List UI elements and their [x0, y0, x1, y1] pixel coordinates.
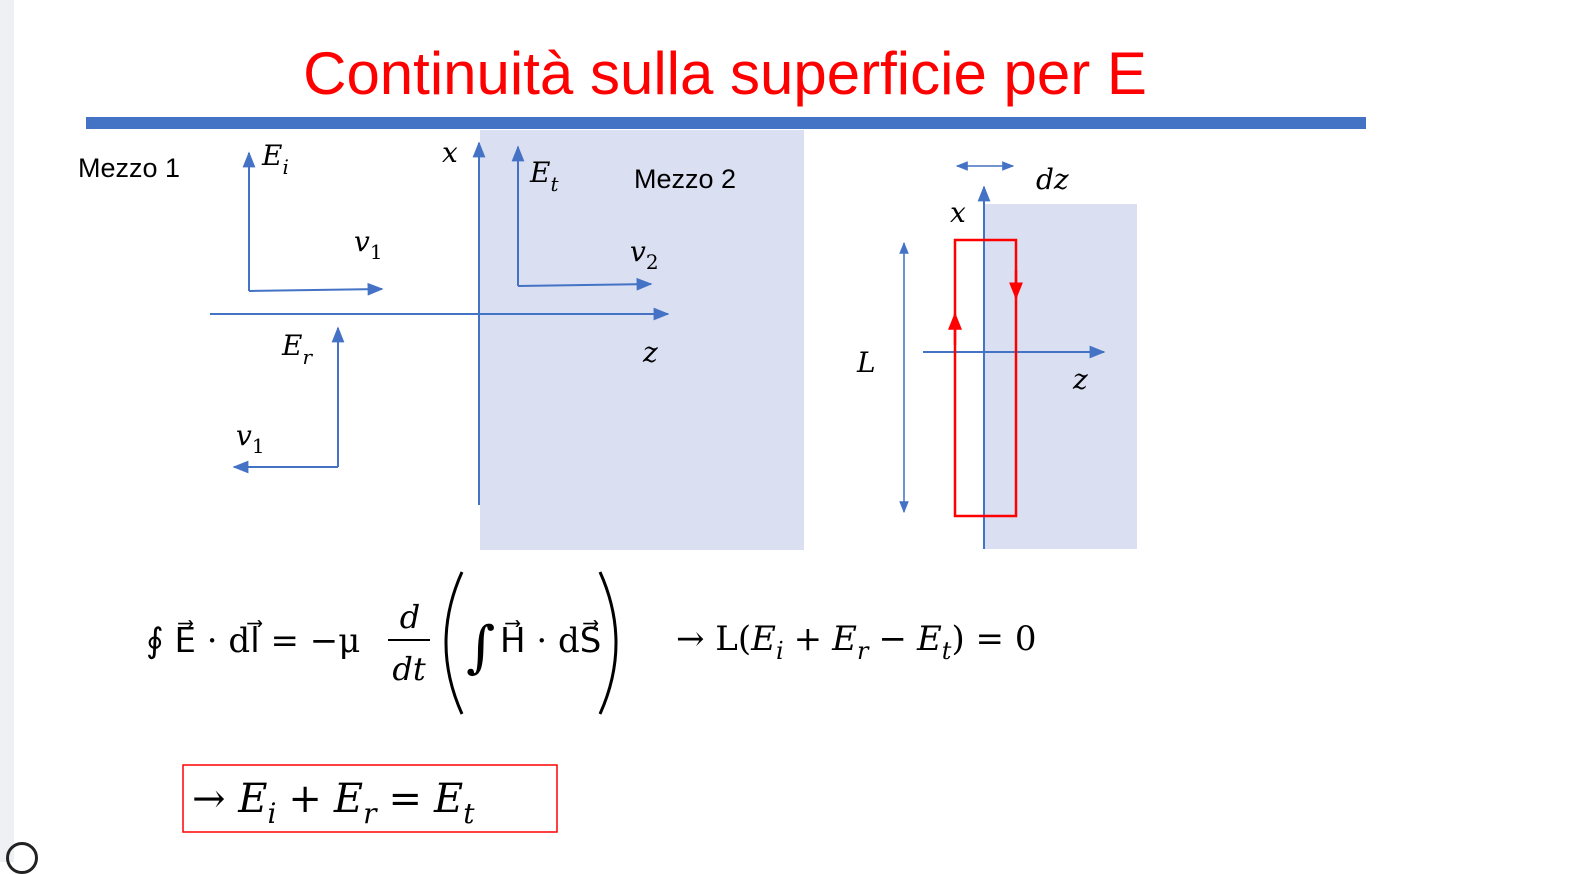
incident-field-label: $E_i$: [262, 139, 289, 179]
right-x-label: x: [950, 196, 966, 229]
reflected-velocity-label: $v_1$: [236, 419, 265, 458]
big-left-paren: [446, 572, 462, 714]
medium1-label: Mezzo 1: [78, 153, 181, 183]
length-label: L: [857, 346, 876, 379]
dz-label: dz: [1036, 163, 1069, 196]
big-right-paren: [600, 572, 616, 714]
left-x-label: x: [442, 136, 458, 169]
slide-title: Continuità sulla superficie per E: [303, 40, 1147, 107]
right-z-label: z: [1073, 363, 1088, 396]
corner-circle-mark: [6, 842, 38, 874]
incident-velocity-label: $v_1$: [354, 225, 383, 264]
boxed-result: → $E_i + E_r = E_t$: [192, 776, 475, 830]
transmitted-velocity-label: $v_2$: [630, 235, 659, 274]
incident-velocity-arrow: [249, 289, 382, 291]
right-medium2-region: [984, 204, 1137, 549]
faraday-equation: [146, 572, 1036, 714]
medium2-label: Mezzo 2: [634, 164, 737, 194]
faraday-inner: H⃗ · dS⃗: [500, 621, 602, 661]
fraction-numerator: d: [399, 598, 421, 636]
left-z-label: z: [643, 336, 658, 369]
reflected-field-label: $E_r$: [282, 329, 313, 369]
implication-result: → $L(E_i + E_r - E_t) = 0$: [676, 619, 1037, 665]
faraday-lhs: ∮ E⃗ · dl⃗ = −μ: [146, 621, 361, 661]
fraction-denominator: dt: [392, 650, 426, 688]
inner-integral: ∫: [466, 615, 496, 680]
transmitted-field-label: $E_t$: [530, 156, 559, 196]
